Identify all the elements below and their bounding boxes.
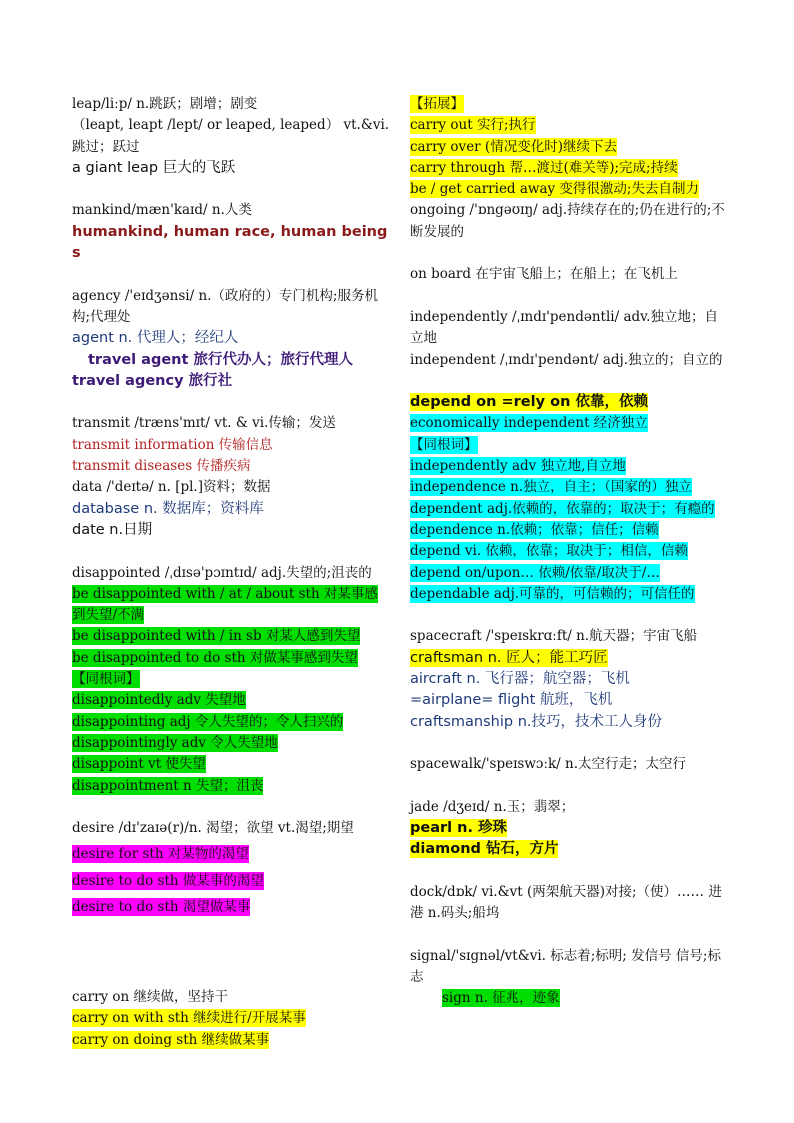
vocab-line xyxy=(72,669,390,690)
vocab-line xyxy=(410,350,725,371)
vocab-line xyxy=(410,392,725,413)
vocab-text: spacewalk/'speɪswɔːk/ n.太空行走；太空行 xyxy=(410,756,687,773)
vocab-line xyxy=(72,818,390,839)
vocab-text: aircraft n. 飞行器；航空器；飞机 xyxy=(410,671,630,688)
vocab-line xyxy=(72,115,390,158)
vocab-text: =airplane= flight 航班，飞机 xyxy=(410,692,613,709)
vocab-line xyxy=(410,839,725,860)
vocab-text: be disappointed to do sth 对做某事感到失望 xyxy=(72,649,358,666)
vocab-line xyxy=(72,563,390,584)
vocab-text: sign n. 征兆，迹象 xyxy=(442,990,560,1007)
vocab-text: agent n. 代理人；经纪人 xyxy=(72,330,239,347)
vocab-line xyxy=(410,669,725,690)
vocab-line xyxy=(72,222,390,265)
blank-line xyxy=(410,605,725,626)
vocab-text: craftsmanship n.技巧，技术工人身份 xyxy=(410,713,662,730)
vocab-line xyxy=(410,946,725,989)
vocab-text: be / get carried away 变得很激动;失去自制力 xyxy=(410,181,699,198)
vocab-text: ongoing /'ɒngəʊɪŋ/ adj.持续存在的;仍在进行的;不断发展的 xyxy=(410,202,725,240)
vocab-text: jade /dʒeɪd/ n.玉；翡翠； xyxy=(410,798,575,815)
vocab-text: craftsman n. 匠人；能工巧匠 xyxy=(410,649,608,666)
right-column xyxy=(410,94,725,1010)
left-column xyxy=(72,94,390,1051)
vocab-text: depend on/upon… 依赖/依靠/取决于/… xyxy=(410,564,660,581)
vocab-line xyxy=(72,987,390,1008)
vocab-line xyxy=(410,137,725,158)
vocab-line xyxy=(410,499,725,520)
vocab-line xyxy=(72,499,390,520)
vocab-line xyxy=(72,733,390,754)
vocab-text: disappointed /ˌdɪsə'pɔɪntɪd/ adj.失望的;沮丧的 xyxy=(72,564,372,581)
vocab-line xyxy=(72,456,390,477)
vocab-text: pearl n. 珍珠 xyxy=(410,820,508,837)
vocab-text: carry on with sth 继续进行/开展某事 xyxy=(72,1010,306,1027)
vocab-line xyxy=(410,690,725,711)
vocab-line xyxy=(410,477,725,498)
vocab-text: database n. 数据库；资料库 xyxy=(72,500,264,517)
vocab-text: transmit /træns'mɪt/ vt. & vi.传输；发送 xyxy=(72,415,336,432)
vocab-line xyxy=(72,776,390,797)
vocab-line xyxy=(410,584,725,605)
vocab-text: independent /ˌɪndɪ'pendənt/ adj.独立的；自立的 xyxy=(410,351,723,368)
vocab-line xyxy=(410,179,725,200)
vocab-text: signal/'sɪgnəl/vt&vi. 标志着;标明; 发信号 信号;标志 xyxy=(410,947,721,986)
vocab-line xyxy=(72,94,390,115)
vocab-text: a giant leap 巨大的飞跃 xyxy=(72,159,236,176)
vocab-line xyxy=(72,1030,390,1051)
vocab-text: mankind/mæn'kaɪd/ n.人类 xyxy=(72,202,252,219)
vocab-line xyxy=(72,626,390,647)
vocab-text: dependence n.依赖；依靠；信任；信赖 xyxy=(410,521,659,538)
blank-line xyxy=(410,371,725,392)
blank-line xyxy=(410,733,725,754)
vocab-line xyxy=(410,94,725,115)
vocab-line xyxy=(72,328,390,349)
vocab-text: carry on 继续做，坚持干 xyxy=(72,989,229,1006)
vocab-text: disappointing adj 令人失望的；令人扫兴的 xyxy=(72,713,344,730)
vocab-text: desire for sth 对某物的渴望 xyxy=(72,846,249,863)
vocab-line xyxy=(410,115,725,136)
vocab-line xyxy=(72,435,390,456)
vocab-text: transmit information 传输信息 xyxy=(72,436,273,453)
blank-line xyxy=(410,776,725,797)
vocab-line xyxy=(410,626,725,647)
vocab-line xyxy=(72,1008,390,1029)
vocab-text: desire /dɪ'zaɪə(r)/n. 渴望；欲望 vt.渴望;期望 xyxy=(72,820,354,837)
vocab-line xyxy=(72,371,390,392)
vocab-line xyxy=(410,648,725,669)
blank-line xyxy=(72,264,390,285)
vocab-text: disappoint vt 使失望 xyxy=(72,756,206,773)
vocab-line xyxy=(72,712,390,733)
vocab-line xyxy=(72,200,390,221)
vocab-text: be disappointed with / at / about sth 对某事感到失望/不满 xyxy=(72,585,378,624)
vocab-line xyxy=(410,520,725,541)
vocab-line xyxy=(410,754,725,775)
blank-line xyxy=(72,923,390,944)
vocab-line xyxy=(72,477,390,498)
blank-line xyxy=(410,861,725,882)
vocab-line xyxy=(72,158,390,179)
vocab-text: independently /ˌɪndɪ'pendəntli/ adv.独立地；自立地 xyxy=(410,308,718,347)
vocab-line xyxy=(72,871,390,892)
vocab-text: 【同根词】 xyxy=(72,671,140,688)
vocab-text: disappointment n 失望；沮丧 xyxy=(72,777,264,794)
blank-line xyxy=(72,797,390,818)
vocab-text: agency /'eɪdʒənsi/ n.（政府的）专门机构;服务机构;代理处 xyxy=(72,287,378,325)
vocab-line xyxy=(410,307,725,350)
vocab-text: independence n.独立，自主；（国家的）独立 xyxy=(410,479,692,496)
vocab-text: leap/liːp/ n.跳跃；剧增；剧变 xyxy=(72,96,258,112)
vocab-line xyxy=(410,413,725,434)
blank-line xyxy=(72,966,390,987)
vocab-line xyxy=(72,648,390,669)
vocab-line xyxy=(410,456,725,477)
vocab-line xyxy=(72,584,390,627)
vocab-line xyxy=(72,844,390,865)
vocab-text: 【拓展】 xyxy=(410,96,464,112)
vocab-text: independently adv 独立地,自立地 xyxy=(410,458,626,475)
vocab-text: desire to do sth 做某事的渴望 xyxy=(72,872,264,889)
vocab-line xyxy=(72,754,390,775)
vocab-text: data /'deɪtə/ n. [pl.]资料；数据 xyxy=(72,479,271,496)
vocab-text: carry on doing sth 继续做某事 xyxy=(72,1031,270,1048)
blank-line xyxy=(72,179,390,200)
vocab-line xyxy=(410,264,725,285)
vocab-text: date n.日期 xyxy=(72,521,153,538)
vocab-line xyxy=(72,286,390,329)
vocab-text: economically independent 经济独立 xyxy=(410,415,648,432)
blank-line xyxy=(410,286,725,307)
vocab-line xyxy=(410,158,725,179)
vocab-text: dock/dɒk/ vi.&vt (两架航天器)对接;（使）…… 进港 n.码头;船坞 xyxy=(410,883,722,922)
vocab-text: disappointedly adv 失望地 xyxy=(72,692,246,709)
vocab-line xyxy=(72,350,390,371)
vocab-line xyxy=(410,200,725,243)
vocab-text: dependable adj.可靠的，可信赖的；可信任的 xyxy=(410,585,695,602)
vocab-text: （leapt, leapt /lept/ or leaped, leaped） vt.&vi.跳过；跃过 xyxy=(72,117,390,155)
vocab-line xyxy=(410,797,725,818)
blank-line xyxy=(72,541,390,562)
vocab-line xyxy=(410,818,725,839)
vocab-line xyxy=(410,988,725,1009)
vocab-line xyxy=(410,435,725,456)
vocab-text: 【同根词】 xyxy=(410,436,478,453)
vocab-text: be disappointed with / in sb 对某人感到失望 xyxy=(72,628,361,645)
blank-line xyxy=(410,925,725,946)
vocab-line xyxy=(410,563,725,584)
blank-line xyxy=(72,392,390,413)
vocab-text: depend on =rely on 依靠，依赖 xyxy=(410,394,648,411)
vocab-line xyxy=(72,690,390,711)
vocab-text: depend vi. 依赖，依靠；取决于；相信，信赖 xyxy=(410,543,688,560)
vocab-text: travel agent 旅行代办人；旅行代理人 xyxy=(88,351,353,368)
vocab-text: transmit diseases 传播疾病 xyxy=(72,458,251,475)
vocab-line xyxy=(410,882,725,925)
vocab-text: diamond 钻石，方片 xyxy=(410,841,559,858)
vocab-line xyxy=(410,712,725,733)
vocab-line xyxy=(72,520,390,541)
vocab-text: disappointingly adv 令人失望地 xyxy=(72,734,278,751)
blank-line xyxy=(72,945,390,966)
vocab-line xyxy=(72,897,390,918)
vocab-text: carry through 帮…渡过(难关等);完成;持续 xyxy=(410,159,678,176)
vocab-text: humankind, human race, human beings xyxy=(72,223,388,262)
vocab-text: carry out 实行;执行 xyxy=(410,117,536,134)
blank-line xyxy=(410,243,725,264)
vocab-text: desire to do sth 渴望做某事 xyxy=(72,898,251,915)
vocab-line xyxy=(72,413,390,434)
vocab-text: carry over (情况变化时)继续下去 xyxy=(410,138,617,155)
vocab-text: travel agency 旅行社 xyxy=(72,372,233,389)
vocab-text: spacecraft /'speɪskrɑːft/ n.航天器；宇宙飞船 xyxy=(410,628,698,645)
vocab-line xyxy=(410,541,725,562)
vocab-text: dependent adj.依赖的，依靠的；取决于；有瘾的 xyxy=(410,500,715,517)
vocab-text: on board 在宇宙飞船上；在船上；在飞机上 xyxy=(410,266,678,283)
